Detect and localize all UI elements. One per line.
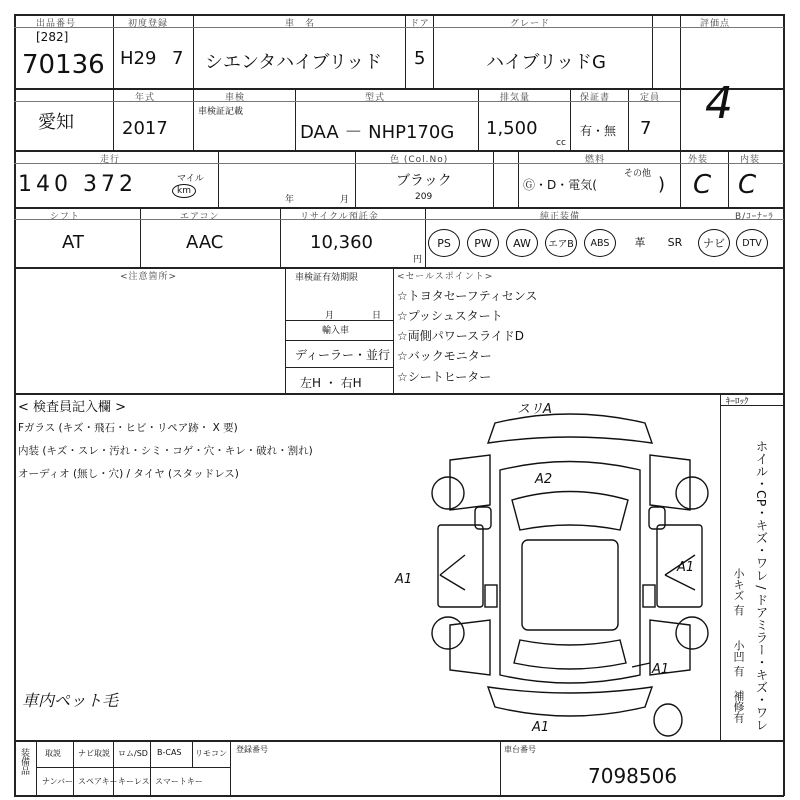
mileage-unit: km (172, 184, 196, 198)
side-note: 小凹 有 (732, 640, 745, 677)
grid-line (73, 740, 74, 795)
header-aircon: エアコン (180, 212, 220, 222)
shaken-month: 月 (325, 311, 335, 321)
grid-line (570, 88, 571, 150)
grid-line (192, 740, 193, 767)
displacement-unit: cc (556, 138, 566, 148)
grid-line (14, 219, 784, 220)
header-capacity: 定員 (640, 93, 661, 103)
grade: ハイブリッドG (486, 52, 606, 73)
shaken-day: 日 (372, 311, 382, 321)
grid-line (113, 88, 114, 150)
grid-line (14, 795, 784, 797)
bottom-cell: スペアキー (78, 777, 118, 786)
car-name: シエンタハイブリッド (205, 52, 383, 73)
selling-point: ☆シートヒーター (397, 370, 492, 384)
lot-number: 70136 (22, 50, 105, 80)
grid-line (728, 150, 729, 207)
damage-mark: A2 (535, 472, 553, 487)
equipment-item: PW (467, 229, 499, 257)
header-selling-points: <セールスポイント> (397, 272, 494, 282)
grid-line (720, 393, 721, 740)
fuel-options: Ⓖ・D・電気( (523, 178, 597, 192)
import-value: ディーラー・並行 (295, 348, 391, 362)
reg-no-label: 登録番号 (236, 745, 268, 754)
selling-point: ☆両側パワースライドD (397, 329, 525, 343)
aircon: AAC (186, 232, 224, 253)
equipment-item: DTV (736, 229, 768, 257)
inspector-line: Fガラス (キズ・飛石・ヒビ・リペア跡・ X 要) (18, 422, 238, 434)
grid-line (285, 367, 393, 368)
header-shift: シフト (50, 212, 81, 222)
mileage-unit-alt: マイル (177, 174, 204, 184)
grid-line (14, 207, 784, 209)
bottom-cell: リモコン (195, 749, 227, 758)
header-auction-class: 車検 (225, 93, 246, 103)
header-mileage: 走行 (100, 155, 121, 165)
grid-line (680, 150, 681, 207)
grid-line (478, 88, 479, 150)
grid-line (285, 340, 393, 341)
grid-line (405, 14, 406, 88)
grid-line (425, 207, 426, 267)
fuel-other: その他 (624, 169, 652, 179)
expiry-year: 年 (285, 195, 295, 205)
interior-grade: C (738, 170, 757, 200)
damage-mark: A1 (395, 572, 413, 587)
grid-line (14, 740, 784, 742)
inspector-line: 内装 (キズ・スレ・汚れ・シミ・コゲ・穴・キレ・破れ・割れ) (18, 445, 313, 457)
region: 愛知 (38, 112, 74, 133)
grid-line (500, 740, 501, 795)
header-fuel: 燃料 (585, 155, 606, 165)
grid-line (295, 88, 296, 150)
header-displacement: 排気量 (500, 93, 531, 103)
equipment-item: SR (667, 235, 683, 249)
header-equipment: 純正装備 (540, 212, 581, 222)
grid-line (393, 267, 394, 393)
header-first-reg: 初度登録 (128, 19, 169, 29)
equipment-item: PS (428, 229, 460, 257)
grid-line (493, 150, 494, 207)
grid-line (36, 767, 230, 768)
header-doors: ドア (410, 19, 430, 29)
model-year: 2017 (122, 118, 168, 139)
header-model-year: 年式 (135, 93, 156, 103)
grid-line (783, 14, 785, 796)
capacity: 7 (640, 118, 652, 139)
displacement: 1,500 (486, 118, 538, 139)
header-exterior: 外装 (688, 155, 709, 165)
header-cert: 保証書 (580, 93, 611, 103)
model-code: DAA － NHP170G (300, 122, 455, 143)
equipment-tag: B/ｺｰﾅｰﾗ (735, 212, 774, 222)
color-name: ブラック (396, 173, 452, 189)
cert: 有・無 (580, 124, 617, 138)
equipment-item: AW (506, 229, 538, 257)
first-reg-era: H29 (120, 48, 157, 69)
grid-line (680, 14, 681, 150)
bottom-cell: ナビ取説 (78, 749, 110, 758)
car-damage-diagram (395, 395, 720, 740)
bottom-cell: ロム/SD (118, 749, 148, 758)
header-grade: グレード (510, 19, 551, 29)
header-car-name: 車 名 (285, 19, 316, 29)
equipment-item: ナビ (698, 229, 730, 257)
damage-mark: A1 (532, 720, 550, 735)
selling-point: ☆トヨタセーフティセンス (397, 289, 538, 303)
damage-mark: A1 (652, 662, 670, 677)
grid-line (150, 740, 151, 795)
header-notes: <注意箇所> (120, 272, 178, 282)
bottom-cell: スマートキー (155, 777, 203, 786)
grid-line (518, 150, 519, 207)
expiry-month: 月 (340, 195, 350, 205)
equipment-item: 革 (634, 236, 646, 249)
keylock-label: ｷｰﾛｯｸ (726, 397, 749, 407)
grid-line (230, 740, 231, 795)
damage-mark: スリA (517, 402, 552, 417)
color-code: 209 (415, 192, 433, 202)
damage-mark: A1 (677, 560, 695, 575)
equipment-item: ABS (584, 229, 616, 257)
bottom-cell: B-CAS (157, 748, 182, 757)
inspector-line: オーディオ (無し・穴) / タイヤ (スタッドレス) (18, 468, 239, 480)
bottom-left-label: 装備品 (19, 748, 29, 775)
header-score: 評価点 (700, 19, 731, 29)
bottom-cell: ナンバー (42, 777, 74, 786)
grid-line (14, 88, 784, 90)
handwritten-note: 車内ペット毛 (22, 691, 119, 710)
grid-line (355, 150, 356, 207)
selling-point: ☆プッシュスタート (397, 309, 503, 323)
header-model-code: 型式 (365, 93, 386, 103)
steering: 左H ・ 右H (300, 376, 362, 390)
chassis-number: 7098506 (588, 764, 678, 788)
header-lot-no: 出品番号 (36, 19, 77, 29)
shift: AT (62, 232, 84, 253)
shaken-title: 車検証有効期限 (295, 273, 359, 283)
chassis-label: 車台番号 (504, 745, 536, 754)
grid-line (280, 207, 281, 267)
side-note: 補修有 (732, 690, 745, 723)
header-interior: 内装 (740, 155, 761, 165)
recycle-fee: 10,360 (310, 232, 373, 253)
selling-point: ☆バックモニター (397, 349, 492, 363)
evaluation-score: 4 (705, 78, 733, 129)
lot-code: [282] (36, 30, 69, 44)
recycle-unit: 円 (413, 255, 423, 265)
grid-line (113, 14, 114, 88)
side-note: ホイル・CP・キズ・ワレ / ドアミラー・キズ・ワレ (754, 440, 769, 731)
first-reg-month: 7 (172, 48, 184, 69)
header-color: 色 (Col.No) (390, 155, 449, 165)
header-recycle: リサイクル預託金 (300, 212, 379, 222)
side-note: 小キズ 有 (732, 568, 745, 616)
grid-line (14, 14, 16, 796)
inspector-title: < 検査員記入欄 > (18, 400, 127, 415)
grid-line (652, 14, 653, 88)
fuel-close: ) (658, 174, 666, 195)
exterior-grade: C (693, 170, 712, 200)
grid-line (628, 88, 629, 150)
import-label: 輸入車 (322, 326, 350, 336)
vehicle-note: 車検証記載 (198, 107, 244, 117)
mileage: 140 372 (18, 172, 137, 197)
grid-line (193, 14, 194, 88)
grid-line (218, 150, 219, 207)
grid-line (193, 88, 194, 150)
bottom-cell: キーレス (118, 777, 150, 786)
grid-line (140, 207, 141, 267)
doors: 5 (414, 48, 426, 69)
bottom-cell: 取説 (45, 749, 61, 758)
equipment-item: エアB (545, 229, 577, 257)
grid-line (285, 267, 286, 393)
grid-line (433, 14, 434, 88)
